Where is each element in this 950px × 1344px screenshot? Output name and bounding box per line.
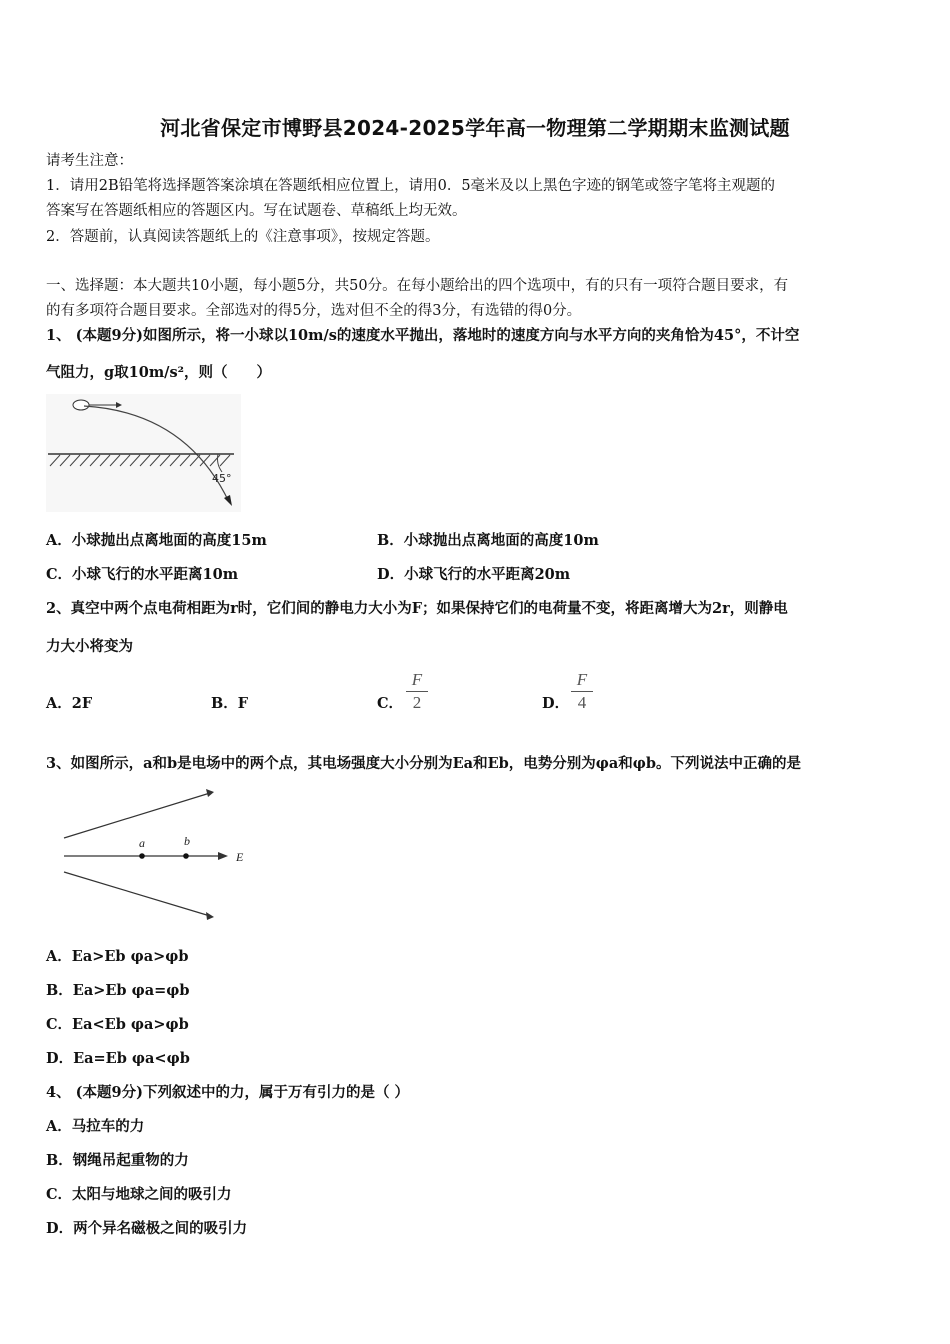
label-b: b (184, 834, 190, 848)
q3-option-b[interactable] (46, 982, 190, 1000)
q1-option-d-label: D． (377, 566, 405, 583)
q2-option-d-fraction (571, 670, 593, 713)
q1-option-b[interactable] (377, 532, 599, 550)
notice-item-1a: 1．请用2B铅笔将选择题答案涂填在答题纸相应位置上，请用0．5毫米及以上黑色字迹的钢笔或签字笔将主观题的 (46, 178, 776, 194)
q2-option-c[interactable] (377, 695, 403, 713)
q1-option-b-text: 小球抛出点离地面的高度10m (403, 532, 599, 549)
q3-option-a-label: A． (46, 948, 72, 965)
q1-option-c-text: 小球飞行的水平距离10m (72, 566, 239, 583)
q3-option-b-text: Ea>Eb φa=φb (72, 982, 190, 999)
q2-option-b-label: B． (211, 695, 238, 712)
notice-item-2: 2．答题前，认真阅读答题纸上的《注意事项》，按规定答题。 (46, 229, 440, 245)
q3-option-a-text: Ea>Eb φa>φb (71, 948, 189, 965)
section-intro-1: 一、选择题：本大题共10小题，每小题5分，共50分。在每小题给出的四个选项中，有的只有一项符合题目要求，有 (46, 278, 789, 294)
q2-option-c-denominator: 2 (412, 693, 422, 712)
q1-option-a-text: 小球抛出点离地面的高度15m (71, 532, 267, 549)
angle-label: 45° (212, 472, 232, 485)
q4-option-a-text: 马拉车的力 (71, 1118, 145, 1135)
q2-option-d-numerator: F (576, 670, 588, 689)
q4-option-c-text: 太阳与地球之间的吸引力 (72, 1186, 232, 1203)
q1-option-c[interactable] (46, 566, 238, 584)
label-e: E (236, 850, 244, 864)
q2-option-c-label: C． (377, 695, 404, 712)
q3-field-figure (60, 788, 260, 922)
q4-option-c[interactable] (46, 1186, 232, 1204)
q2-stem-2: 力大小将变为 (46, 638, 133, 655)
q4-option-d-label: D． (46, 1220, 74, 1237)
q3-option-d-label: D． (46, 1050, 74, 1067)
q2-option-c-numerator: F (411, 670, 423, 689)
q1-option-b-label: B． (377, 532, 404, 549)
q2-option-d[interactable] (542, 695, 569, 713)
q3-option-c-label: C． (46, 1016, 73, 1033)
q4-option-b-text: 钢绳吊起重物的力 (72, 1152, 189, 1169)
q2-option-d-label: D． (542, 695, 570, 712)
q1-option-d[interactable] (377, 566, 570, 584)
section-intro-2: 的有多项符合题目要求。全部选对的得5分，选对但不全的得3分，有选错的得0分。 (46, 303, 582, 319)
point-b (183, 853, 189, 859)
q2-option-c-fraction (406, 670, 428, 713)
q3-option-b-label: B． (46, 982, 73, 999)
q1-option-a[interactable] (46, 532, 267, 550)
q4-option-a[interactable] (46, 1118, 144, 1136)
q3-option-c[interactable] (46, 1016, 189, 1034)
q2-option-b-text: F (237, 695, 249, 712)
q2-stem-1: 2、真空中两个点电荷相距为r时，它们间的静电力大小为F；如果保持它们的电荷量不变，将距离增大为2r，则静电 (46, 600, 788, 617)
q1-projectile-figure (46, 394, 241, 512)
label-a: a (139, 836, 145, 850)
q3-option-c-text: Ea<Eb φa>φb (72, 1016, 189, 1033)
q4-option-b[interactable] (46, 1152, 189, 1170)
q2-option-b[interactable] (211, 695, 248, 713)
q2-option-a-label: A． (46, 695, 72, 712)
q4-option-b-label: B． (46, 1152, 73, 1169)
notice-item-1b: 答案写在答题纸相应的答题区内。写在试题卷、草稿纸上均无效。 (46, 203, 467, 219)
q1-option-a-label: A． (46, 532, 72, 549)
q4-option-a-label: A． (46, 1118, 72, 1135)
q3-option-d-text: Ea=Eb φa<φb (73, 1050, 190, 1067)
point-a (139, 853, 145, 859)
q3-stem-1: 3、如图所示，a和b是电场中的两个点，其电场强度大小分别为Ea和Eb，电势分别为φa和φb。下列说法中正确的是 (46, 755, 802, 772)
q1-option-c-label: C． (46, 566, 73, 583)
q4-stem-1: 4、 (本题9分)下列叙述中的力，属于万有引力的是（ ） (46, 1084, 409, 1101)
q2-option-a-text: 2F (71, 695, 93, 712)
q1-stem-1: 1、 (本题9分)如图所示，将一小球以10m/s的速度水平抛出，落地时的速度方向与水平方向的夹角恰为45°，不计空 (46, 327, 800, 344)
q3-option-a[interactable] (46, 948, 189, 966)
q4-option-d-text: 两个异名磁极之间的吸引力 (73, 1220, 248, 1237)
q4-option-c-label: C． (46, 1186, 73, 1203)
page-title: 河北省保定市博野县2024-2025学年高一物理第二学期期末监测试题 (160, 116, 790, 140)
q2-option-d-denominator: 4 (577, 693, 587, 712)
q2-option-a[interactable] (46, 695, 92, 713)
notice-heading: 请考生注意： (46, 153, 133, 169)
ball-icon (73, 400, 89, 410)
q3-option-d[interactable] (46, 1050, 190, 1068)
q1-option-d-text: 小球飞行的水平距离20m (404, 566, 571, 583)
q4-option-d[interactable] (46, 1220, 247, 1238)
q1-stem-2: 气阻力，g取10m/s²，则（ ） (46, 364, 271, 381)
